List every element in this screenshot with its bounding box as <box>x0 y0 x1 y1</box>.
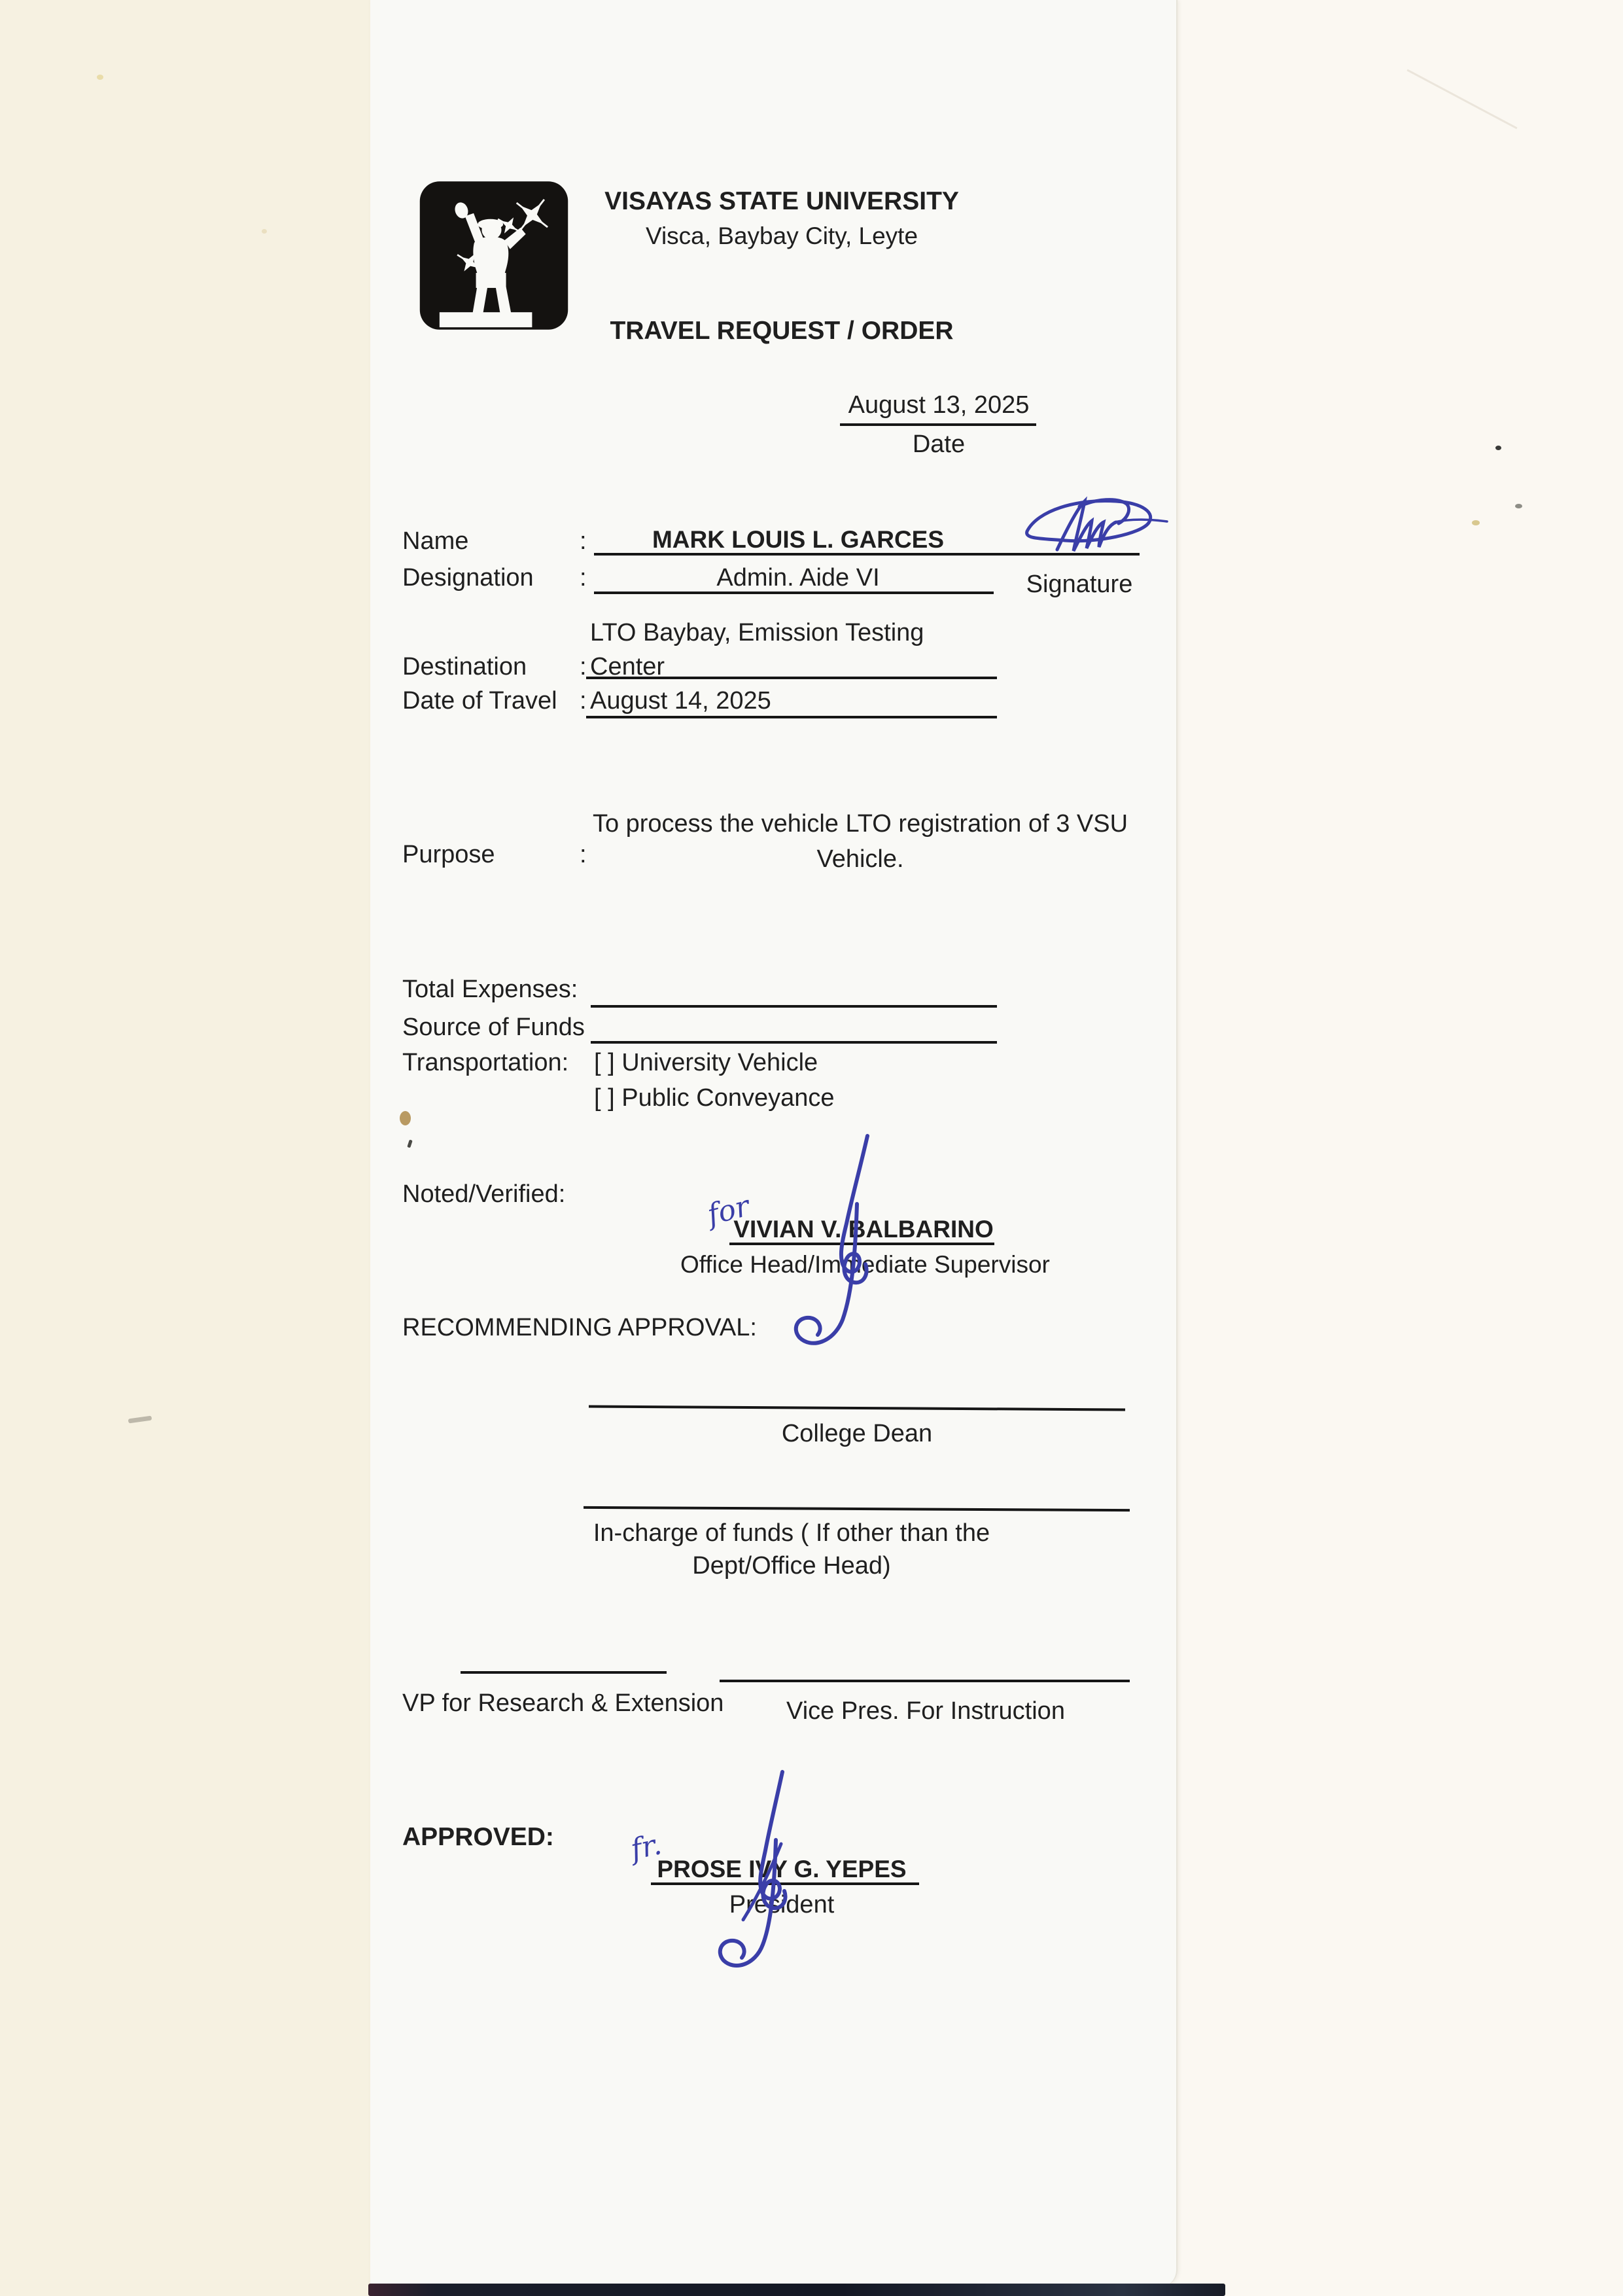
form-title: TRAVEL REQUEST / ORDER <box>610 317 954 345</box>
name-label: Name <box>402 527 469 555</box>
designation-line <box>594 592 994 594</box>
university-vehicle-label: University Vehicle <box>621 1049 818 1076</box>
request-date-line <box>840 423 1036 426</box>
handwritten-fr-note: fr. <box>627 1828 665 1867</box>
incharge-of-funds-line2: Dept/Office Head) <box>692 1552 891 1580</box>
name-colon: : <box>580 527 587 555</box>
purpose-label: Purpose <box>402 841 495 868</box>
vp-instruction-line <box>720 1680 1130 1682</box>
scan-speck <box>400 1111 411 1125</box>
scanner-margin <box>0 0 370 2296</box>
source-of-funds-line <box>591 1041 997 1044</box>
transportation-label: Transportation: <box>402 1049 569 1076</box>
recommending-approval-heading: RECOMMENDING APPROVAL: <box>402 1314 757 1341</box>
purpose-value-line1: To process the vehicle LTO registration of 3 VSU <box>592 810 1128 838</box>
scan-speck <box>1495 446 1501 450</box>
date-of-travel-value: August 14, 2025 <box>590 687 771 715</box>
public-conveyance-checkbox: [ ] <box>594 1084 615 1112</box>
destination-line <box>586 677 997 679</box>
vsu-logo <box>419 175 569 336</box>
noted-verified-label: Noted/Verified: <box>402 1180 566 1208</box>
purpose-value-line2: Vehicle. <box>816 845 904 873</box>
incharge-of-funds-line1: In-charge of funds ( If other than the <box>593 1519 990 1547</box>
paper-crease <box>1406 69 1517 130</box>
destination-value-line1: LTO Baybay, Emission Testing <box>590 619 924 646</box>
scan-speck <box>262 229 267 234</box>
designation-colon: : <box>580 564 587 592</box>
destination-label: Destination <box>402 653 527 680</box>
name-value: MARK LOUIS L. GARCES <box>652 526 945 553</box>
employee-signature <box>1019 486 1170 561</box>
vp-instruction-label: Vice Pres. For Instruction <box>786 1697 1065 1725</box>
purpose-colon: : <box>580 841 587 868</box>
university-vehicle-checkbox: [ ] <box>594 1049 615 1076</box>
paper-bottom-scan-edge <box>368 2284 1225 2296</box>
designation-value: Admin. Aide VI <box>716 564 880 592</box>
destination-value-line2: Center <box>590 653 665 680</box>
date-of-travel-colon: : <box>580 687 587 715</box>
scan-speck <box>1515 504 1522 508</box>
transportation-option-university-vehicle <box>594 1049 818 1078</box>
transportation-option-public-conveyance <box>594 1084 835 1113</box>
signature-label: Signature <box>1026 571 1133 598</box>
college-dean-label: College Dean <box>781 1420 933 1447</box>
designation-label: Designation <box>402 564 534 592</box>
vp-research-line <box>461 1671 667 1674</box>
president-name: PROSE IVY G. YEPES <box>657 1856 907 1882</box>
university-address: Visca, Baybay City, Leyte <box>645 222 918 249</box>
total-expenses-label: Total Expenses: <box>402 976 578 1003</box>
university-name: VISAYAS STATE UNIVERSITY <box>604 187 959 215</box>
scan-speck <box>1472 520 1480 525</box>
approved-heading: APPROVED: <box>402 1823 554 1851</box>
vp-research-label: VP for Research & Extension <box>402 1689 724 1717</box>
president-title: President <box>729 1891 835 1918</box>
date-of-travel-label: Date of Travel <box>402 687 557 715</box>
handwritten-for-note: for <box>704 1189 753 1232</box>
vsu-statue-icon <box>419 175 569 336</box>
request-date-value: August 13, 2025 <box>848 391 1030 419</box>
request-date-label: Date <box>912 431 966 458</box>
destination-colon: : <box>580 653 587 680</box>
supervisor-name: VIVIAN V. BALBARINO <box>733 1216 994 1243</box>
date-of-travel-line <box>586 716 997 718</box>
source-of-funds-label: Source of Funds <box>402 1014 585 1041</box>
supervisor-title: Office Head/Immediate Supervisor <box>680 1251 1050 1278</box>
public-conveyance-label: Public Conveyance <box>621 1084 835 1112</box>
president-signature <box>615 1761 890 1977</box>
scan-speck <box>97 75 103 80</box>
total-expenses-line <box>591 1005 997 1008</box>
